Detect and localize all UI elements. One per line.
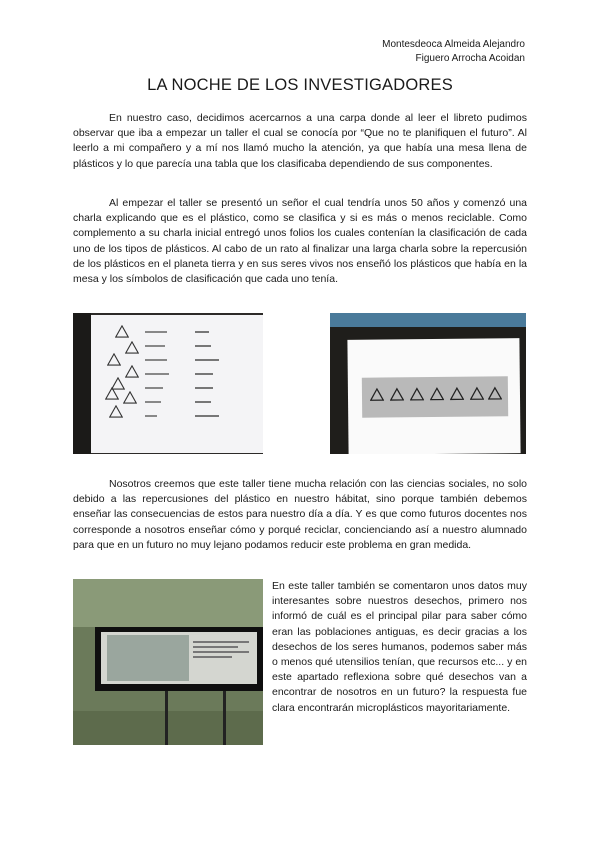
authors-block: [382, 38, 525, 66]
blurred-text-line: [145, 415, 157, 417]
recycle-triangle-icon: [123, 391, 137, 404]
screen-stand-pole: [165, 691, 168, 745]
blurred-text-line: [145, 373, 169, 375]
paper-sheet: [347, 338, 520, 454]
recycle-triangle-icon: [450, 387, 464, 401]
blurred-text-line: [145, 345, 165, 347]
map-image: [107, 635, 189, 681]
recycle-triangle-icon: [105, 387, 119, 400]
blurred-text-line: [145, 359, 167, 361]
paragraph: Al empezar el taller se presentó un señor el cual tendría unos 50 años y comenzó una charla explicando que es el plástico, como se clasifica y si es más o menos reciclable. Como complemento a su charla inicial entregó unos folios los cuales contenían la clasificación de cada uno de los tipos de plásticos. Al cabo de un rato al finalizar una larga charla sobre la repercusión de los plásticos en el planeta tierra y en sus seres vivos nos enseñó los plásticos que había en la mesa y los símbolos de clasificación que cada uno tenía.: [73, 197, 527, 286]
screen-stand-pole: [223, 691, 226, 745]
blurred-text-line: [195, 373, 213, 375]
recycle-triangle-icon: [125, 341, 139, 354]
blurred-text-line: [195, 415, 219, 417]
paper-sheet: [91, 315, 263, 453]
symbols-band: [362, 376, 508, 418]
blurred-text-line: [195, 345, 211, 347]
paragraph: En nuestro caso, decidimos acercarnos a una carpa donde al leer el libreto pudimos observar que iba a empezar un taller el cual se conocía por “Que no te planifiquen el futuro”. Al leerlo a mi compañero y a mí nos llamó mucho la atención, ya que había una mesa llena de plásticos y lo que parecía una tabla que los clasificaba dependiendo de sus componentes.: [73, 112, 527, 170]
blurred-text-line: [195, 331, 209, 333]
recycle-triangle-icon: [115, 325, 129, 338]
recycle-triangle-icon: [488, 386, 502, 400]
screen-text-lines: [193, 638, 249, 661]
recycle-triangle-icon: [370, 388, 384, 402]
page-title: LA NOCHE DE LOS INVESTIGADORES: [147, 76, 453, 94]
recycle-triangle-icon: [410, 387, 424, 401]
recycle-triangle-icon: [470, 386, 484, 400]
author-name: Montesdeoca Almeida Alejandro: [382, 39, 525, 50]
paragraph: En este taller también se comentaron unos datos muy interesantes sobre nuestros desechos, primero nos informó de cuál es el principal pilar para saber cómo eran las poblaciones antiguas, es decir gracias a los desechos de los seres humanos, podemos saber más o menos qué utensilios tenían, que recursos etc... y en este apartado reflexiona sobre qué desechos van a encontrar de nosotros en un futuro? la respuesta fue clara encontrarán microplásticos mayoritariamente.: [272, 580, 527, 714]
display-screen: [95, 627, 263, 691]
recycle-triangle-icon: [107, 353, 121, 366]
blurred-text-line: [195, 401, 211, 403]
tent-background: [330, 313, 526, 327]
ground: [73, 711, 263, 745]
blurred-text-line: [145, 331, 167, 333]
recycle-triangle-icon: [390, 387, 404, 401]
blurred-text-line: [145, 387, 163, 389]
photo-background: [73, 313, 91, 454]
blurred-text-line: [195, 387, 213, 389]
photo-recycling-symbols-sheet: [330, 313, 526, 454]
photo-plastic-classification-sheet: [73, 313, 263, 454]
trees-background: [73, 579, 263, 627]
blurred-text-line: [195, 359, 219, 361]
blurred-text-line: [145, 401, 161, 403]
recycle-triangle-icon: [125, 365, 139, 378]
author-name: Figuero Arrocha Acoidan: [415, 53, 525, 64]
photo-presentation-screen: [73, 579, 263, 745]
screen-content: [101, 632, 257, 684]
recycle-triangle-icon: [109, 405, 123, 418]
recycle-triangle-icon: [430, 387, 444, 401]
paragraph: Nosotros creemos que este taller tiene mucha relación con las ciencias sociales, no solo debido a las repercusiones del plástico en nuestro hábitat, sino porque también debemos enseñar las consecuencias de estos para nuestro día a día. Y es que como futuros docentes nos corresponde a nosotros enseñar cómo y porqué reciclar, concienciando así a nuestro alumnado para que en un futuro no muy lejano podamos reducir este problema en gran medida.: [73, 478, 527, 551]
